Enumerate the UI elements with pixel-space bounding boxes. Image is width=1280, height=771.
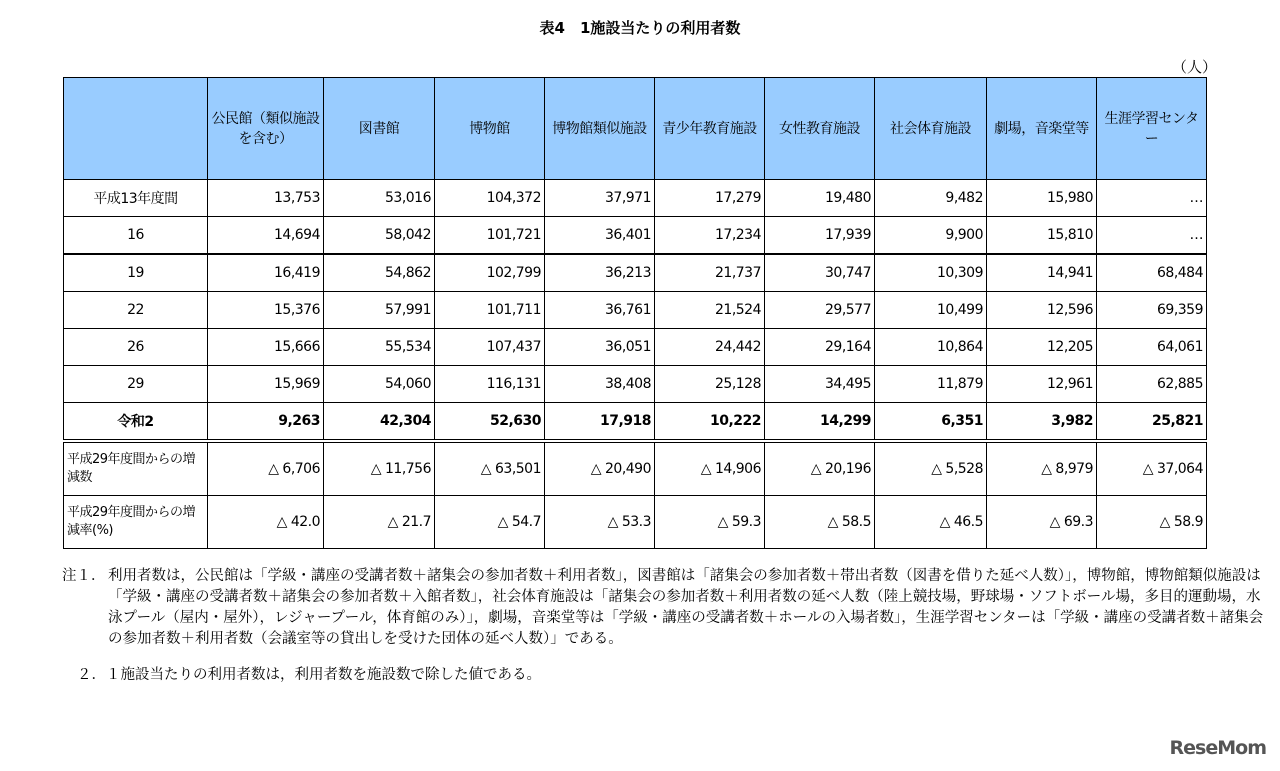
table-cell: 25,128 [655, 366, 765, 403]
table-cell: 62,885 [1097, 366, 1207, 403]
table-cell: 54,862 [324, 254, 435, 292]
table-cell: 102,799 [435, 254, 545, 292]
table-cell: 21,524 [655, 292, 765, 329]
table-row [64, 180, 1207, 217]
table-row [64, 403, 1207, 442]
table-cell: 38,408 [545, 366, 655, 403]
table-cell: 9,482 [875, 180, 987, 217]
table-cell: △ 5,528 [875, 441, 987, 496]
note-1-key: 注１． [62, 568, 106, 584]
row-label: 令和2 [64, 403, 208, 442]
table-cell: △ 20,490 [545, 441, 655, 496]
table-cell: 17,918 [545, 403, 655, 442]
table-cell: 13,753 [208, 180, 324, 217]
note-2-text: ２．１施設当たりの利用者数は，利用者数を施設数で除した値である。 [77, 667, 541, 683]
table-cell: 9,263 [208, 403, 324, 442]
column-header: 博物館 [435, 78, 545, 180]
table-cell: 15,969 [208, 366, 324, 403]
table-cell: 57,991 [324, 292, 435, 329]
table-cell: △ 11,756 [324, 441, 435, 496]
table-cell: … [1097, 217, 1207, 255]
table-cell: 101,711 [435, 292, 545, 329]
table-cell: 36,051 [545, 329, 655, 366]
table-row [64, 217, 1207, 255]
table-cell: 68,484 [1097, 254, 1207, 292]
table-cell: △ 37,064 [1097, 441, 1207, 496]
table-cell: △ 54.7 [435, 496, 545, 549]
table-cell: 42,304 [324, 403, 435, 442]
table-cell: △ 58.5 [765, 496, 875, 549]
table-cell: 3,982 [987, 403, 1097, 442]
table-cell: 36,213 [545, 254, 655, 292]
header-row [64, 78, 1207, 180]
table-cell: 15,376 [208, 292, 324, 329]
column-header: 劇場，音楽堂等 [987, 78, 1097, 180]
table-cell: 29,577 [765, 292, 875, 329]
table-cell: 24,442 [655, 329, 765, 366]
table-row [64, 254, 1207, 292]
table-cell: 16,419 [208, 254, 324, 292]
table-cell: △ 63,501 [435, 441, 545, 496]
table-cell: 21,737 [655, 254, 765, 292]
table-cell: 58,042 [324, 217, 435, 255]
table-cell: △ 6,706 [208, 441, 324, 496]
row-label: 19 [64, 254, 208, 292]
table-cell: △ 8,979 [987, 441, 1097, 496]
table-cell: △ 59.3 [655, 496, 765, 549]
table-cell: 17,279 [655, 180, 765, 217]
table-cell: 55,534 [324, 329, 435, 366]
row-label: 29 [64, 366, 208, 403]
table-cell: 25,821 [1097, 403, 1207, 442]
row-label: 22 [64, 292, 208, 329]
column-header: 博物館類似施設 [545, 78, 655, 180]
table-cell: 12,961 [987, 366, 1097, 403]
table-cell: 52,630 [435, 403, 545, 442]
row-label: 16 [64, 217, 208, 255]
table-cell: 14,941 [987, 254, 1097, 292]
table-cell: △ 53.3 [545, 496, 655, 549]
table-cell: 116,131 [435, 366, 545, 403]
row-label: 平成29年度間からの増減数 [64, 441, 208, 496]
table-cell: 11,879 [875, 366, 987, 403]
table-cell: 10,309 [875, 254, 987, 292]
table-cell: 12,596 [987, 292, 1097, 329]
table-row [64, 496, 1207, 549]
table-cell: 6,351 [875, 403, 987, 442]
column-header: 生涯学習センター [1097, 78, 1207, 180]
table-cell: 15,666 [208, 329, 324, 366]
table-cell: 54,060 [324, 366, 435, 403]
notes [62, 566, 1268, 686]
table-cell: 10,222 [655, 403, 765, 442]
table-cell: … [1097, 180, 1207, 217]
row-label: 平成29年度間からの増減率(%) [64, 496, 208, 549]
column-header [64, 78, 208, 180]
table-cell: △ 14,906 [655, 441, 765, 496]
table-cell: 53,016 [324, 180, 435, 217]
table-cell: △ 42.0 [208, 496, 324, 549]
table-cell: 36,401 [545, 217, 655, 255]
row-label: 26 [64, 329, 208, 366]
column-header: 図書館 [324, 78, 435, 180]
table-cell: 15,810 [987, 217, 1097, 255]
table-cell: 29,164 [765, 329, 875, 366]
table-row [64, 441, 1207, 496]
table-cell: △ 21.7 [324, 496, 435, 549]
column-header: 青少年教育施設 [655, 78, 765, 180]
unit-label: （人） [1172, 58, 1218, 76]
table-cell: 14,299 [765, 403, 875, 442]
table-cell: 34,495 [765, 366, 875, 403]
table-cell: 36,761 [545, 292, 655, 329]
table-cell: 17,234 [655, 217, 765, 255]
table-cell: 30,747 [765, 254, 875, 292]
table-cell: 37,971 [545, 180, 655, 217]
table-cell: 14,694 [208, 217, 324, 255]
table-cell: △ 46.5 [875, 496, 987, 549]
table-cell: △ 69.3 [987, 496, 1097, 549]
table-cell: 101,721 [435, 217, 545, 255]
table-cell: 104,372 [435, 180, 545, 217]
table-cell: △ 20,196 [765, 441, 875, 496]
table-cell: 107,437 [435, 329, 545, 366]
table-title: 表4 1施設当たりの利用者数 [539, 19, 741, 37]
table-cell: △ 58.9 [1097, 496, 1207, 549]
table-cell: 12,205 [987, 329, 1097, 366]
column-header: 公民館（類似施設を含む） [208, 78, 324, 180]
table-cell: 9,900 [875, 217, 987, 255]
table-row [64, 292, 1207, 329]
table-row [64, 329, 1207, 366]
note-1-text: 利用者数は，公民館は「学級・講座の受講者数＋諸集会の参加者数＋利用者数」，図書館は「諸集会の参加者数＋帯出者数（図書を借りた延べ人数）」，博物館，博物館類似施設は「学級・講座の受講者数＋諸集会の参加者数＋入館者数」，社会体育施設は「諸集会の参加者数＋利用者数の延べ人数（陸上競技場，野球場・ソフトボール場，多目的運動場，水泳プール（屋内・屋外），レジャープール，体育館のみ）」，劇場，音楽堂等は「学級・講座の受講者数＋ホールの入場者数」，生涯学習センターは「学級・講座の受講者数＋諸集会の参加者数＋利用者数（会議室等の貸出しを受けた団体の延べ人数）」である。 [108, 568, 1264, 647]
table-cell: 19,480 [765, 180, 875, 217]
table-cell: 10,864 [875, 329, 987, 366]
table-row [64, 366, 1207, 403]
users-per-facility-table [63, 77, 1207, 549]
resemom-logo: ReseMom [1169, 737, 1266, 759]
table-cell: 69,359 [1097, 292, 1207, 329]
table-cell: 64,061 [1097, 329, 1207, 366]
table-cell: 10,499 [875, 292, 987, 329]
table-cell: 17,939 [765, 217, 875, 255]
table-cell: 15,980 [987, 180, 1097, 217]
row-label: 平成13年度間 [64, 180, 208, 217]
column-header: 社会体育施設 [875, 78, 987, 180]
column-header: 女性教育施設 [765, 78, 875, 180]
